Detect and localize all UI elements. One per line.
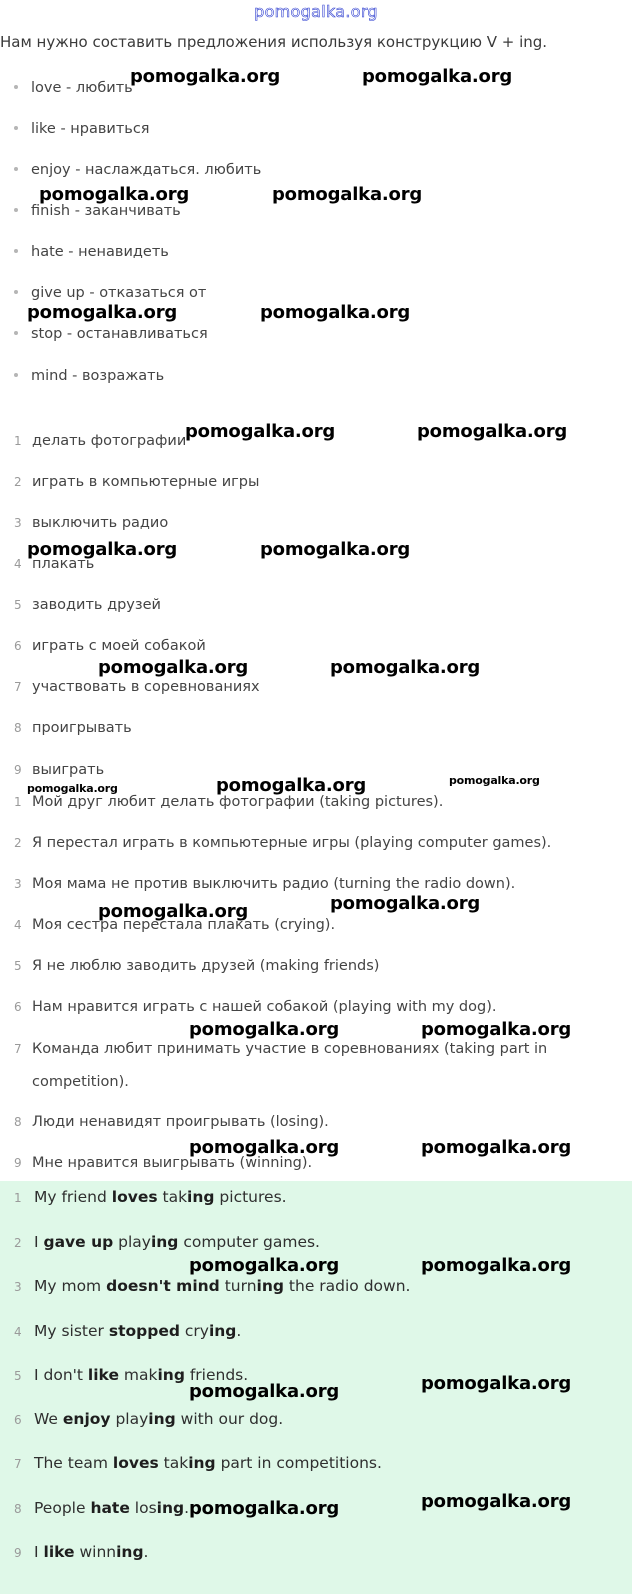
answer-row: 6 We enjoy playing with our dog.: [14, 1410, 284, 1428]
verb-text: stop - останавливаться: [31, 326, 208, 342]
watermark: pomogalka.org: [330, 657, 481, 678]
watermark: pomogalka.org: [260, 539, 411, 560]
watermark: pomogalka.org: [39, 184, 190, 205]
list-item: 3 выключить радио: [14, 515, 169, 531]
list-item: [14, 203, 181, 219]
list-item: 9 выиграть: [14, 762, 105, 778]
answer-text: My sister stopped crying.: [34, 1322, 242, 1340]
list-item: 1 делать фотографии: [14, 433, 187, 449]
watermark: pomogalka.org: [330, 893, 481, 914]
answer-row: 1 My friend loves taking pictures.: [14, 1188, 287, 1206]
bullet-icon: [14, 373, 18, 377]
list-item-continuation: competition).: [32, 1074, 129, 1090]
bullet-icon: [14, 126, 18, 130]
watermark: pomogalka.org: [421, 1491, 572, 1512]
list-item: [14, 326, 208, 342]
list-item: 5 заводить друзей: [14, 597, 161, 613]
watermark: pomogalka.org: [421, 1137, 572, 1158]
watermark: pomogalka.org: [216, 775, 367, 796]
watermark: pomogalka.org: [98, 901, 249, 922]
verb-text: mind - возражать: [31, 368, 165, 384]
list-item: 6 Нам нравится играть с нашей собакой (playing with my dog).: [14, 999, 497, 1015]
list-item: 3 Моя мама не против выключить радио (turning the radio down).: [14, 876, 516, 892]
answer-row: 9 I like winning.: [14, 1543, 149, 1561]
list-item: [14, 368, 164, 384]
list-item: [14, 285, 206, 301]
watermark: pomogalka.org: [27, 539, 178, 560]
bullet-icon: [14, 85, 18, 89]
list-item: [14, 244, 169, 260]
site-logo: pomogalka.org: [254, 2, 378, 21]
watermark: pomogalka.org: [421, 1373, 572, 1394]
watermark: pomogalka.org: [189, 1498, 340, 1519]
list-item: [14, 121, 150, 137]
list-item: 9 Мне нравится выигрывать (winning).: [14, 1155, 313, 1171]
list-item: 2 Я перестал играть в компьютерные игры (playing computer games).: [14, 835, 552, 851]
list-item: 8 проигрывать: [14, 720, 132, 736]
list-item: [14, 162, 261, 178]
list-item: 6 играть с моей собакой: [14, 638, 206, 654]
verb-text: like - нравиться: [31, 121, 150, 137]
bullet-icon: [14, 249, 18, 253]
watermark: pomogalka.org: [27, 782, 118, 795]
verb-text: love - любить: [31, 80, 133, 96]
list-item: 2 играть в компьютерные игры: [14, 474, 260, 490]
list-item: 1 Мой друг любит делать фотографии (taking pictures).: [14, 794, 444, 810]
answer-text: We enjoy playing with our dog.: [34, 1410, 284, 1428]
watermark: pomogalka.org: [98, 657, 249, 678]
verb-text: hate - ненавидеть: [31, 244, 169, 260]
bullet-icon: [14, 331, 18, 335]
list-item: 7 участвовать в соревнованиях: [14, 679, 260, 695]
list-item: [14, 80, 133, 96]
answer-text: I like winning.: [34, 1543, 149, 1561]
answer-text: I gave up playing computer games.: [34, 1233, 320, 1251]
answer-row: 2 I gave up playing computer games.: [14, 1233, 320, 1251]
list-item: 4 плакать: [14, 556, 95, 572]
watermark: pomogalka.org: [260, 302, 411, 323]
watermark: pomogalka.org: [185, 421, 336, 442]
watermark: pomogalka.org: [421, 1019, 572, 1040]
watermark: pomogalka.org: [189, 1137, 340, 1158]
list-item: 7 Команда любит принимать участие в соревнованиях (taking part in: [14, 1041, 548, 1057]
answer-text: I don't like making friends.: [34, 1366, 249, 1384]
watermark: pomogalka.org: [189, 1381, 340, 1402]
answer-text: People hate losing.: [34, 1499, 190, 1517]
answer-text: My mom doesn't mind turning the radio down.: [34, 1277, 411, 1295]
list-item: 5 Я не люблю заводить друзей (making friends): [14, 958, 380, 974]
watermark: pomogalka.org: [417, 421, 568, 442]
watermark: pomogalka.org: [449, 774, 540, 787]
verb-text: give up - отказаться от: [31, 285, 207, 301]
answer-row: 8 People hate losing.: [14, 1499, 190, 1517]
watermark: pomogalka.org: [130, 66, 281, 87]
bullet-icon: [14, 208, 18, 212]
watermark: pomogalka.org: [189, 1255, 340, 1276]
verb-text: enjoy - наслаждаться. любить: [31, 162, 262, 178]
verb-text: finish - заканчивать: [31, 203, 181, 219]
answer-row: 7 The team loves taking part in competitions.: [14, 1454, 382, 1472]
list-item: 8 Люди ненавидят проигрывать (losing).: [14, 1114, 329, 1130]
bullet-icon: [14, 167, 18, 171]
answer-row: 5 I don't like making friends.: [14, 1366, 249, 1384]
watermark: pomogalka.org: [189, 1019, 340, 1040]
bullet-icon: [14, 290, 18, 294]
watermark: pomogalka.org: [27, 302, 178, 323]
answer-text: The team loves taking part in competitions.: [34, 1454, 382, 1472]
answer-text: My friend loves taking pictures.: [34, 1188, 287, 1206]
answer-row: 4 My sister stopped crying.: [14, 1322, 242, 1340]
list-item: 4 Моя сестра перестала плакать (crying).: [14, 917, 336, 933]
watermark: pomogalka.org: [421, 1255, 572, 1276]
intro-text: Нам нужно составить предложения используя конструкцию V + ing.: [0, 33, 548, 51]
watermark: pomogalka.org: [362, 66, 513, 87]
answer-row: 3 My mom doesn't mind turning the radio down.: [14, 1277, 411, 1295]
watermark: pomogalka.org: [272, 184, 423, 205]
